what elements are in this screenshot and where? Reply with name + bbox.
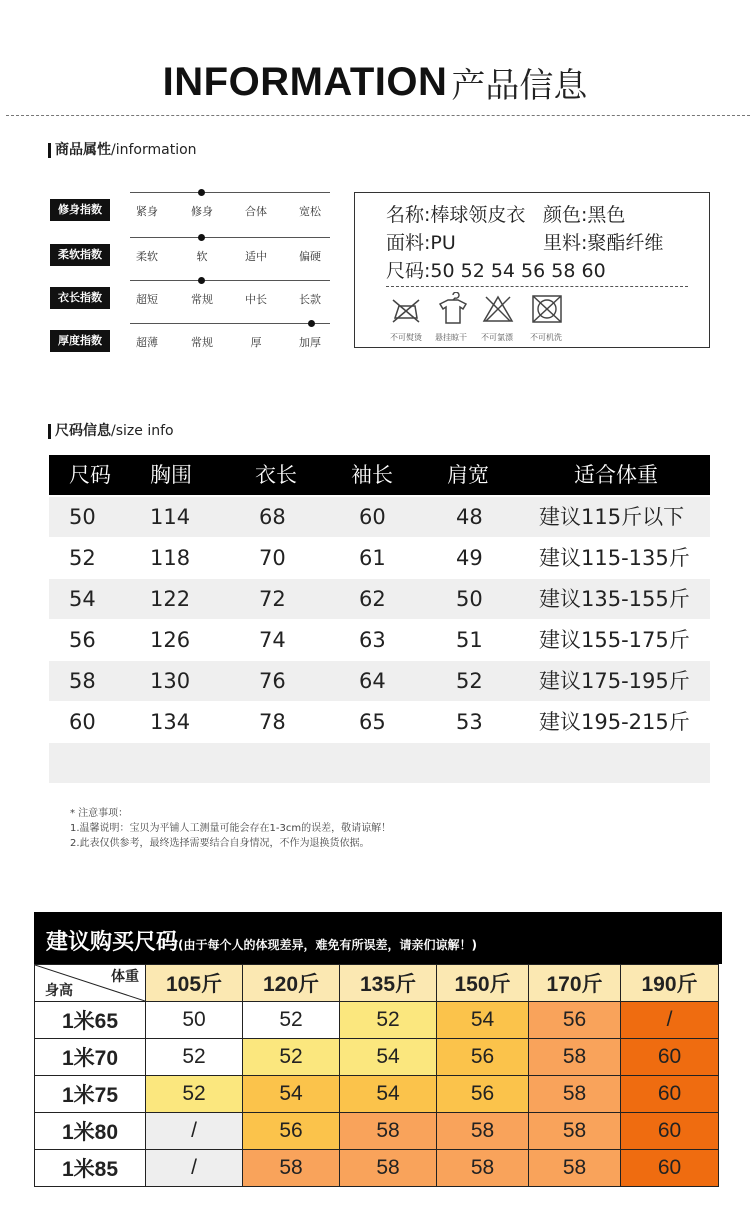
size-header-sleeve: 袖长 <box>351 463 393 487</box>
size-recommendation-cell: 58 <box>529 1113 621 1150</box>
weight-header-cell: 135斤 <box>340 965 437 1002</box>
size-recommendation-cell: 52 <box>146 1076 243 1113</box>
weight-header-cell: 150斤 <box>437 965 529 1002</box>
attr-scale-line <box>130 280 330 281</box>
attr-option: 厚 <box>250 336 262 349</box>
care-label-no-iron: 不可熨烫 <box>390 333 422 342</box>
recommendation-title <box>46 925 477 956</box>
attr-option: 适中 <box>245 250 267 263</box>
size-table-row <box>49 579 710 619</box>
attr-scale-line <box>130 192 330 193</box>
size-recommendation-cell: / <box>146 1150 243 1187</box>
care-label-no-bleach: 不可氯漂 <box>481 333 513 342</box>
page-header <box>0 58 750 107</box>
attr-label: 柔软指数 <box>50 244 110 266</box>
notes-line-1: 1.温馨说明：宝贝为平铺人工测量可能会存在1-3cm的误差，敬请谅解！ <box>70 823 392 834</box>
size-table-cell: 51 <box>456 628 483 652</box>
size-recommendation-cell: 58 <box>529 1039 621 1076</box>
attr-selected-marker <box>198 234 205 241</box>
header-divider <box>6 115 750 116</box>
size-recommendation-cell: 58 <box>437 1113 529 1150</box>
size-table-cell: 114 <box>150 505 191 529</box>
size-recommendation-cell: / <box>621 1002 719 1039</box>
notes <box>70 806 391 851</box>
size-recommendation-cell: 52 <box>243 1002 340 1039</box>
size-table-cell: 49 <box>456 546 483 570</box>
size-table-cell: 52 <box>69 546 96 570</box>
attributes-title-cn: 商品属性 <box>55 142 111 158</box>
size-table-row <box>49 497 710 537</box>
size-table-cell: 70 <box>259 546 286 570</box>
size-table-cell: 建议115斤以下 <box>539 505 685 529</box>
size-table-empty-row <box>49 743 710 783</box>
size-table-cell: 62 <box>359 587 386 611</box>
weight-header-cell: 190斤 <box>621 965 719 1002</box>
attr-option: 合体 <box>245 205 267 218</box>
attr-selected-marker <box>308 320 315 327</box>
attributes-section-title <box>48 143 197 158</box>
attr-option: 修身 <box>191 205 213 218</box>
attr-label: 厚度指数 <box>50 330 110 352</box>
size-table-cell: 68 <box>259 505 286 529</box>
size-table-cell: 建议175-195斤 <box>539 669 690 693</box>
care-label-no-machine-wash: 不可机洗 <box>530 333 562 342</box>
size-table-cell: 134 <box>150 710 191 734</box>
size-recommendation-cell: 58 <box>437 1150 529 1187</box>
product-name: 名称:棒球领皮衣 <box>386 204 526 226</box>
product-fabric: 面料:PU <box>386 232 456 254</box>
size-recommendation-cell: / <box>146 1113 243 1150</box>
size-recommendation-cell: 58 <box>529 1150 621 1187</box>
size-title-cn: 尺码信息 <box>55 423 111 439</box>
header-title-cn: 产品信息 <box>451 66 588 106</box>
attr-selected-marker <box>198 189 205 196</box>
size-recommendation-cell: 56 <box>529 1002 621 1039</box>
attr-option: 中长 <box>245 293 267 306</box>
no-machine-wash-icon <box>530 294 564 324</box>
size-table-cell: 118 <box>150 546 191 570</box>
size-header-chest: 胸围 <box>150 463 192 487</box>
header-title-en: INFORMATION <box>162 60 448 104</box>
height-label-cell: 1米65 <box>35 1002 146 1039</box>
size-table-cell: 63 <box>359 628 386 652</box>
size-table-cell: 48 <box>456 505 483 529</box>
attr-scale-line <box>130 237 330 238</box>
size-recommendation-cell: 58 <box>529 1076 621 1113</box>
attr-label: 修身指数 <box>50 199 110 221</box>
size-header-weight: 适合体重 <box>574 463 658 487</box>
size-recommendation-cell: 60 <box>621 1076 719 1113</box>
size-recommendation-cell: 58 <box>340 1113 437 1150</box>
size-recommendation-cell: 50 <box>146 1002 243 1039</box>
size-recommendation-cell: 54 <box>340 1039 437 1076</box>
corner-weight-label: 体重 <box>111 968 139 984</box>
attr-option: 柔软 <box>136 250 158 263</box>
notes-line-2: 2.此表仅供参考，最终选择需要结合自身情况，不作为退换货依据。 <box>70 838 370 849</box>
hang-dry-icon <box>436 292 470 322</box>
size-table-cell: 76 <box>259 669 286 693</box>
no-iron-icon <box>389 296 423 326</box>
size-recommendation-cell: 60 <box>621 1113 719 1150</box>
weight-header-cell: 120斤 <box>243 965 340 1002</box>
table-row <box>35 1113 719 1150</box>
size-table-row <box>49 702 710 742</box>
size-recommendation-cell: 54 <box>437 1002 529 1039</box>
size-table-cell: 58 <box>69 669 96 693</box>
table-corner-cell <box>35 965 146 1002</box>
size-table-cell: 建议195-215斤 <box>539 710 690 734</box>
size-table-cell: 72 <box>259 587 286 611</box>
attr-selected-marker <box>198 277 205 284</box>
recommendation-table <box>34 964 719 1187</box>
size-recommendation-cell: 56 <box>243 1113 340 1150</box>
table-row <box>35 1002 719 1039</box>
product-sizes: 尺码:50 52 54 56 58 60 <box>386 260 606 282</box>
size-table-cell: 53 <box>456 710 483 734</box>
size-recommendation-cell: 60 <box>621 1039 719 1076</box>
care-label-hang-dry: 悬挂晾干 <box>435 333 467 342</box>
size-table-cell: 60 <box>359 505 386 529</box>
attr-label: 衣长指数 <box>50 287 110 309</box>
size-table-cell: 60 <box>69 710 96 734</box>
corner-height-label: 身高 <box>45 982 73 998</box>
size-table-cell: 52 <box>456 669 483 693</box>
size-recommendation-cell: 52 <box>243 1039 340 1076</box>
attr-option: 超薄 <box>136 336 158 349</box>
table-row <box>35 1076 719 1113</box>
size-table-cell: 126 <box>150 628 191 652</box>
size-table-header <box>49 455 710 495</box>
size-header-shoulder: 肩宽 <box>447 463 489 487</box>
size-table-cell: 建议115-135斤 <box>539 546 690 570</box>
size-table-row <box>49 661 710 701</box>
size-recommendation-cell: 54 <box>243 1076 340 1113</box>
size-table-cell: 64 <box>359 669 386 693</box>
size-header-length: 衣长 <box>255 463 297 487</box>
attr-scale-line <box>130 323 330 324</box>
size-recommendation-cell: 56 <box>437 1039 529 1076</box>
height-label-cell: 1米70 <box>35 1039 146 1076</box>
table-row <box>35 1039 719 1076</box>
size-table-cell: 130 <box>150 669 191 693</box>
size-recommendation-cell: 52 <box>146 1039 243 1076</box>
size-table-row <box>49 620 710 660</box>
attr-option: 紧身 <box>136 205 158 218</box>
height-label-cell: 1米85 <box>35 1150 146 1187</box>
height-label-cell: 1米75 <box>35 1076 146 1113</box>
size-table-cell: 78 <box>259 710 286 734</box>
size-header-size: 尺码 <box>69 463 111 487</box>
size-recommendation-cell: 56 <box>437 1076 529 1113</box>
attr-option: 常规 <box>191 293 213 306</box>
table-row <box>35 1150 719 1187</box>
size-table-cell: 74 <box>259 628 286 652</box>
size-recommendation-cell: 54 <box>340 1076 437 1113</box>
weight-header-cell: 170斤 <box>529 965 621 1002</box>
size-table-cell: 122 <box>150 587 191 611</box>
product-color: 颜色:黑色 <box>543 204 626 226</box>
size-table-row <box>49 538 710 578</box>
attr-option: 软 <box>196 250 208 263</box>
recommendation-title-main: 建议购买尺码 <box>46 930 179 955</box>
size-table-cell: 54 <box>69 587 96 611</box>
weight-header-cell: 105斤 <box>146 965 243 1002</box>
size-recommendation-cell: 52 <box>340 1002 437 1039</box>
notes-title: * 注意事项： <box>70 808 129 819</box>
size-recommendation-cell: 60 <box>621 1150 719 1187</box>
height-label-cell: 1米80 <box>35 1113 146 1150</box>
size-table-cell: 50 <box>69 505 96 529</box>
size-table-cell: 61 <box>359 546 386 570</box>
attr-option: 常规 <box>191 336 213 349</box>
attr-option: 超短 <box>136 293 158 306</box>
size-recommendation-cell: 58 <box>243 1150 340 1187</box>
attr-option: 加厚 <box>299 336 321 349</box>
size-table-cell: 建议155-175斤 <box>539 628 690 652</box>
attr-option: 长款 <box>299 293 321 306</box>
no-bleach-icon <box>481 294 515 324</box>
attr-option: 宽松 <box>299 205 321 218</box>
size-title-en: /size info <box>111 423 174 439</box>
size-table-cell: 建议135-155斤 <box>539 587 690 611</box>
care-divider <box>386 286 688 287</box>
size-table-cell: 50 <box>456 587 483 611</box>
size-recommendation-cell: 58 <box>340 1150 437 1187</box>
recommendation-subtitle: (由于每个人的体现差异，难免有所误差，请亲们谅解！) <box>178 938 477 952</box>
size-table-cell: 65 <box>359 710 386 734</box>
attributes-title-en: /information <box>111 142 197 158</box>
product-lining: 里料:聚酯纤维 <box>543 232 664 254</box>
attr-option: 偏硬 <box>299 250 321 263</box>
size-table-cell: 56 <box>69 628 96 652</box>
size-section-title <box>48 424 174 439</box>
